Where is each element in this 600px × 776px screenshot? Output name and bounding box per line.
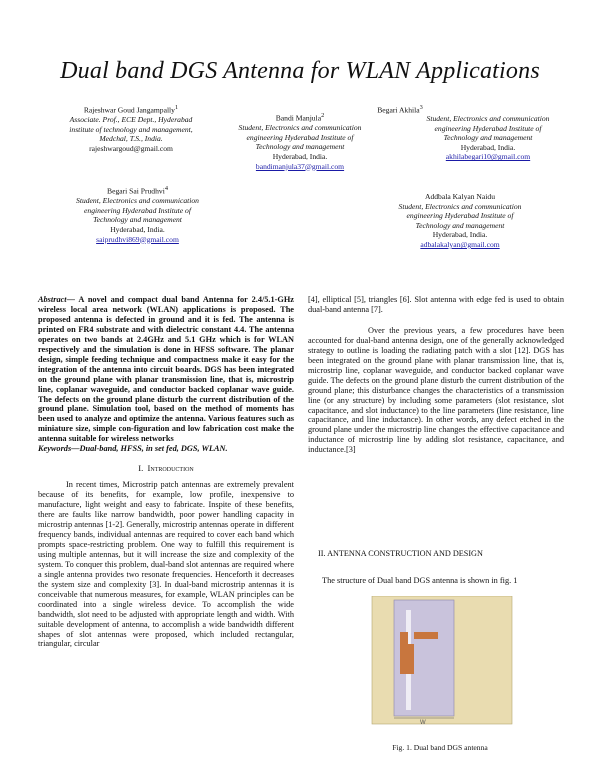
author-block-1: Rajeshwar Goud Jangampally$^1$ Associate. Prof., ECE Dept., Hyderabad institute of technology and management, Medchal, T.S., India. rajeshwargoud@gmail.com: [66, 103, 196, 154]
figure-1-caption: Fig. 1. Dual band DGS antenna: [392, 743, 488, 752]
author-email-link[interactable]: adbalakalyan@gmail.com: [420, 239, 500, 249]
author-block-5: [395, 192, 525, 250]
author-location: Hyderabad, India.: [272, 151, 328, 161]
feed-line: [414, 632, 438, 639]
abstract-text: A novel and compact dual band Antenna for 2.4/5.1-GHz wireless local area network (WLAN) applications is proposed. The proposed antenna is defected in ground and it is fed. The antenna is printed on FR4 substrate and with dielectric constant 4.4. The antenna operates on two bands at 2.4GHz and 5.1 GHz which is for WLAN respectively and the simulation is done in HFSS software. The planar design, simple feeding technique and compactness make it easy for the integration of the antenna into circuit boards. DGS has been integrated on the ground plane with planar transmission line, that is, microstrip line, coplanar waveguide, and conductor backed coplanar wave guide. The defects on the ground plane disturb the current distribution of the ground plane. Simulation tool, based on the method of moments has been used to analyze and optimize the antenna. Various features such as miniature size, simple con-figuration and low fabrication cost make the antenna suitable for wireless networks: [38, 295, 294, 444]
author-affiliation: Associate. Prof., ECE Dept., Hyderabad institute of technology and management, Medchal, T.S., India.: [69, 115, 193, 144]
left-column: [38, 295, 294, 649]
author-block-3-details: [418, 114, 558, 162]
author-location: Hyderabad, India.: [432, 230, 488, 240]
section-2-heading: II. ANTENNA CONSTRUCTION AND DESIGN: [318, 549, 483, 558]
section-1-text: In recent times, Microstrip patch antennas are extremely prevalent because of its benefits, for example, low profile, inexpensive to manufacture, light weight and easy to fabricate. Inspite of these benefits, there are faults like narrow bandwidth, poor power handling capacity in microstrip antennas [1-2]. Generally, microstrip antennas operate in different frequency bands, individual antennas are required to cover each band which prompts space-restricting problem. One way to fulfill this requirement is using multiple antennas, but it will increase the size and complexity of the system. To conquer this problem, dual-band slot antennas are required where a single antenna provides two resonate frequencies. Henceforth it decreases the system size and complexity [3]. In dual-band microstrip antennas it is conceivable that numerous measures, for example, WLAN principles can be coordinated into a single wireless device. To accomplish the wide bandwidth, slot need to be adjusted with appropriate length and width. With suitable development of antenna, to accomplish a wide bandwidth different shapes of slot antennas were proposed, which included rectangular, triangular, circular: [38, 480, 294, 649]
author-name: Begari Sai Prudhvi: [107, 186, 165, 196]
author-location: Hyderabad, India.: [110, 224, 165, 234]
section-1-heading: I. Introduction: [138, 463, 194, 474]
author-affiliation: Student, Electronics and communication engineering Hyderabad Institute of Technology and management: [398, 201, 522, 230]
abstract-label: Abstract: [38, 295, 67, 304]
author-block-4: Begari Sai Prudhvi$^4$ Student, Electronics and communication engineering Hyderabad Institute of Technology and management Hyderabad, India. saiprudhvi869@gmail.com: [70, 184, 205, 244]
author-block-3: Begari Akhila$^3$: [377, 104, 423, 115]
author-location: Hyderabad, India.: [460, 142, 516, 152]
author-affiliation: Student, Electronics and communication engineering Hyderabad Institute of Technology and management: [426, 114, 550, 143]
author-affiliation: Student, Electronics and communication engineering Hyderabad Institute of Technology and management: [238, 123, 362, 152]
dimension-label: W: [420, 720, 426, 726]
paper-title: Dual band DGS Antenna for WLAN Applications: [60, 58, 540, 84]
antenna-diagram: [370, 596, 515, 728]
author-email-link[interactable]: saiprudhvi869@gmail.com: [96, 234, 179, 244]
section-2-text: The structure of Dual band DGS antenna is shown in fig. 1: [322, 576, 518, 585]
author-email-link[interactable]: akhilabegari10@gmail.com: [445, 152, 531, 162]
right-column: [308, 295, 564, 455]
feed-stub: [400, 632, 408, 652]
continuation-paragraph: [4], elliptical [5], triangles [6]. Slot antenna with edge fed is used to obtain dual-band antenna [7].: [308, 295, 564, 314]
author-block-2: Bandi Manjula$^2$ Student, Electronics and communication engineering Hyderabad Institute of Technology and management Hyderabad, India. bandimanjula37@gmail.com: [235, 111, 365, 171]
paragraph-2: Over the previous years, a few procedures have been accounted for dual-band antenna design, one of the generally acknowledged strategy to outline is loading the radiating patch with a slot [12]. DGS has been integrated on the ground plane with planar transmission line, that is, microstrip line, coplanar waveguide, and conductor backed coplanar wave guide. The defects on the ground plane disturb the current distribution of the ground plane; this disturbance changes the characteristics of a transmission line (or any structure) by including some parameters (slot resistance, slot capacitance, and slot inductance) to the line parameters (line resistance, line capacitance, and line inductance). In other words, any defect etched in the ground plane under the microstrip line changes the effective capacitance and inductance of microstrip line by adding slot resistance, capacitance, and inductance.[3]: [308, 325, 564, 455]
author-email: rajeshwargoud@gmail.com: [89, 143, 173, 153]
author-name: Begari Akhila: [377, 105, 420, 115]
author-email-link[interactable]: bandimanjula37@gmail.com: [255, 161, 345, 171]
figure-1: [370, 596, 515, 728]
keywords: Keywords—Dual-band, HFSS, in set fed, DGS, WLAN.: [38, 444, 228, 454]
author-name: Rajeshwar Goud Jangampally: [83, 105, 175, 115]
abstract: Abstract— A novel and compact dual band Antenna for 2.4/5.1-GHz wireless local area network (WLAN) applications is proposed. The proposed antenna is defected in ground and it is fed. The antenna is printed on FR4 substrate and with dielectric constant 4.4. The antenna operates on two bands at 2.4GHz and 5.1 GHz which is for WLAN respectively and the simulation is done in HFSS software. The planar design, simple feeding technique and compactness make it easy for the integration of the antenna into circuit boards. DGS has been integrated on the ground plane with planar transmission line, that is, microstrip line, coplanar waveguide, and conductor backed coplanar wave guide. The defects on the ground plane disturb the current distribution of the ground plane. Simulation tool, based on the method of moments has been used to analyze and optimize the antenna. Various features such as miniature size, simple con-figuration and low fabrication cost make the antenna suitable for wireless networks: [38, 295, 294, 444]
author-name: Addbala Kalyan Naidu: [424, 192, 495, 201]
author-affiliation: Student, Electronics and communication engineering Hyderabad Institute of Technology and management: [76, 196, 199, 225]
author-name: Bandi Manjula: [275, 113, 322, 123]
